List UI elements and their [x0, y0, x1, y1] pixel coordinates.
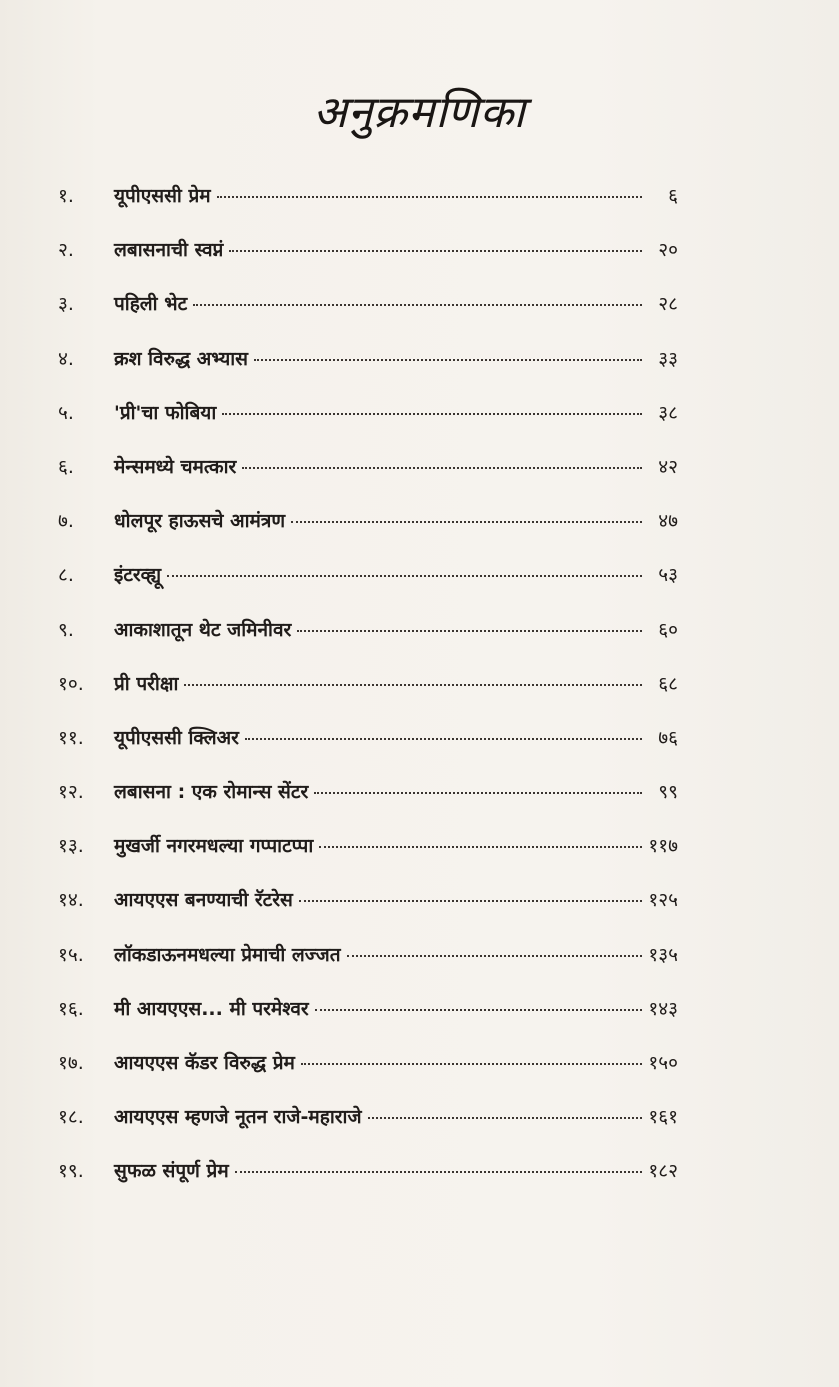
toc-entry — [58, 182, 678, 236]
chapter-number: ६. — [58, 455, 74, 478]
page-number: ४२ — [658, 455, 678, 478]
page-number: १४३ — [648, 997, 678, 1020]
chapter-number: ११. — [58, 726, 84, 749]
chapter-title: यूपीएससी क्लिअर — [114, 726, 239, 749]
toc-entry — [58, 1157, 678, 1211]
dot-leader — [301, 1063, 642, 1065]
dot-leader — [222, 413, 642, 415]
page-number: १८२ — [648, 1160, 678, 1183]
chapter-title: 'प्री'चा फोबिया — [114, 401, 217, 424]
chapter-title: सुफळ संपूर्ण प्रेम — [114, 1160, 229, 1183]
dot-leader — [254, 359, 642, 361]
chapter-number: १०. — [58, 672, 84, 695]
page-number: ६ — [668, 185, 678, 207]
toc-entry — [58, 345, 678, 399]
dot-leader — [193, 304, 642, 306]
page-number: ९९ — [658, 781, 678, 804]
chapter-title: धोलपूर हाऊसचे आमंत्रण — [114, 510, 286, 533]
chapter-title: लबासना : एक रोमान्स सेंटर — [114, 781, 309, 804]
dot-leader — [368, 1117, 642, 1119]
dot-leader — [314, 792, 642, 794]
chapter-number: १५. — [58, 943, 84, 966]
chapter-title: क्रश विरुद्ध अभ्यास — [114, 347, 248, 370]
toc-entry — [58, 832, 678, 886]
page-number: ६० — [658, 618, 678, 641]
dot-leader — [347, 955, 642, 957]
chapter-number: ९. — [58, 618, 74, 641]
dot-leader — [299, 900, 642, 902]
chapter-number: १. — [58, 185, 74, 207]
chapter-number: १३. — [58, 835, 84, 858]
chapter-number: १२. — [58, 781, 84, 804]
chapter-title: आयएएस कॅडर विरुद्ध प्रेम — [114, 1052, 295, 1074]
toc-entry — [58, 290, 678, 344]
chapter-number: ४. — [58, 347, 74, 370]
page-number: २८ — [658, 293, 678, 316]
dot-leader — [319, 846, 642, 848]
chapter-title: पहिली भेट — [114, 293, 188, 316]
chapter-title: लबासनाची स्वप्नं — [114, 239, 224, 262]
chapter-number: १४. — [58, 889, 84, 912]
toc-entry — [58, 778, 678, 832]
page-number: १२५ — [648, 889, 678, 912]
chapter-number: ३. — [58, 293, 74, 316]
toc-entry — [58, 399, 678, 453]
dot-leader — [229, 250, 642, 252]
toc-entry — [58, 236, 678, 290]
chapter-title: आयएएस बनण्याची रॅटरेस — [114, 889, 293, 912]
chapter-title: यूपीएससी प्रेम — [114, 185, 211, 207]
toc-entry — [58, 941, 678, 995]
dot-leader — [291, 521, 642, 523]
page-number: ५३ — [658, 564, 678, 587]
page-number: ३८ — [658, 401, 678, 424]
page-number: २० — [658, 239, 678, 262]
dot-leader — [235, 1171, 642, 1173]
page-number: ४७ — [658, 510, 678, 533]
page-number: १५० — [648, 1052, 678, 1074]
chapter-title: आयएएस म्हणजे नूतन राजे-महाराजे — [114, 1106, 362, 1129]
toc-entry — [58, 453, 678, 507]
toc-entry — [58, 1049, 678, 1103]
dot-leader — [217, 196, 642, 198]
toc-entry — [58, 507, 678, 561]
toc-entry — [58, 561, 678, 615]
page-number: १३५ — [648, 943, 678, 966]
page-number: ११७ — [648, 835, 678, 858]
chapter-title: मुखर्जी नगरमधल्या गप्पाटप्पा — [114, 835, 314, 858]
chapter-title: लॉकडाऊनमधल्या प्रेमाची लज्जत — [114, 943, 341, 966]
toc-entry — [58, 724, 678, 778]
toc-entry — [58, 670, 678, 724]
toc-entry — [58, 1103, 678, 1157]
chapter-number: १७. — [58, 1052, 84, 1074]
page-number: १६१ — [648, 1106, 678, 1129]
page-title: अनुक्रमणिका — [313, 87, 526, 138]
chapter-number: ८. — [58, 564, 74, 587]
table-of-contents — [58, 182, 678, 1212]
dot-leader — [184, 684, 642, 686]
chapter-number: १९. — [58, 1160, 84, 1183]
chapter-number: १८. — [58, 1106, 84, 1129]
page-number: ३३ — [658, 347, 678, 370]
dot-leader — [167, 575, 642, 577]
toc-entry — [58, 995, 678, 1049]
chapter-title: मी आयएएस... मी परमेश्वर — [114, 997, 309, 1020]
chapter-number: १६. — [58, 997, 84, 1020]
chapter-number: ५. — [58, 401, 74, 424]
dot-leader — [242, 467, 642, 469]
toc-entry — [58, 616, 678, 670]
chapter-title: मेन्समध्ये चमत्कार — [114, 455, 237, 478]
page-number: ६८ — [658, 672, 678, 695]
dot-leader — [315, 1009, 642, 1011]
chapter-title: प्री परीक्षा — [114, 672, 179, 695]
toc-entry — [58, 886, 678, 940]
chapter-title: आकाशातून थेट जमिनीवर — [114, 618, 292, 641]
dot-leader — [297, 630, 642, 632]
chapter-number: २. — [58, 239, 74, 262]
dot-leader — [245, 738, 642, 740]
page-number: ७६ — [658, 726, 678, 749]
chapter-title: इंटरव्ह्यू — [114, 564, 162, 587]
chapter-number: ७. — [58, 510, 74, 533]
